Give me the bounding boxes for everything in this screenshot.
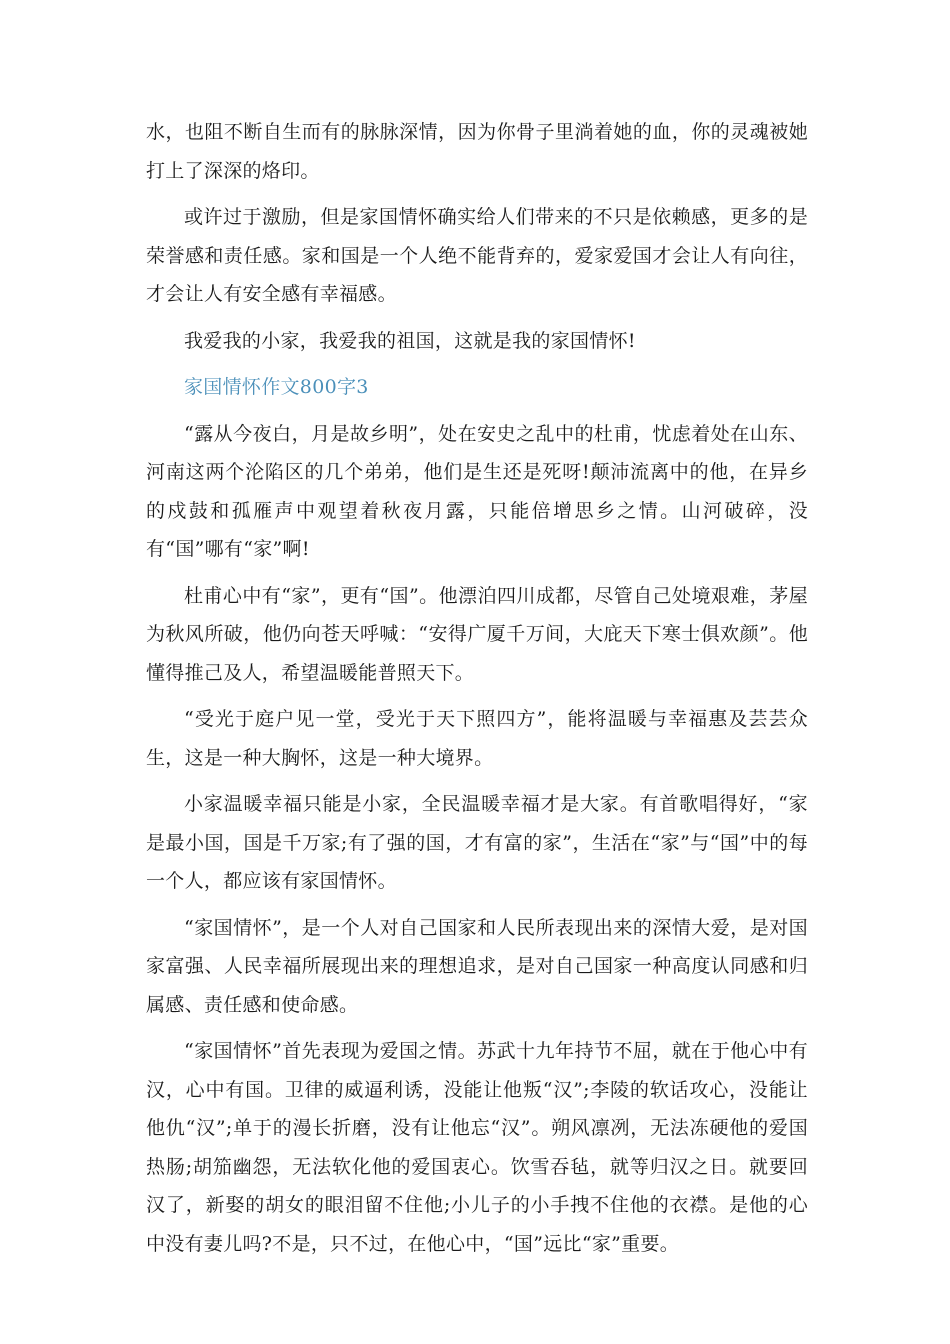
paragraph: 杜甫心中有“家”，更有“国”。他漂泊四川成都，尽管自己处境艰难，茅屋为秋风所破，他仍向苍天呼喊：“安得广厦千万间，大庇天下寒士俱欢颜”。他懂得推己及人，希望温暖能普照天下。 <box>146 584 808 684</box>
paragraph: 我爱我的小家，我爱我的祖国，这就是我的家国情怀! <box>184 329 636 352</box>
paragraph: “受光于庭户见一堂，受光于天下照四方”，能将温暖与幸福惠及芸芸众生，这是一种大胸怀，这是一种大境界。 <box>146 708 808 769</box>
paragraph: “家国情怀”首先表现为爱国之情。苏武十九年持节不屈，就在于他心中有汉，心中有国。卫律的威逼利诱，没能让他叛“汉”;李陵的软话攻心，没能让他仇“汉”;单于的漫长折磨，没有让他忘“汉”。朔风凛冽，无法冻硬他的爱国热肠;胡笳幽怨，无法软化他的爱国衷心。饮雪吞毡，就等归汉之日。就要回汉了，新娶的胡女的眼泪留不住他;小儿子的小手拽不住他的衣襟。是他的心中没有妻儿吗?不是，只不过，在他心中，“国”远比“家”重要。 <box>146 1040 808 1255</box>
paragraph-continued: 水，也阻不断自生而有的脉脉深情，因为你骨子里淌着她的血，你的灵魂被她打上了深深的烙印。 <box>146 121 808 182</box>
paragraph: “家国情怀”，是一个人对自己国家和人民所表现出来的深情大爱，是对国家富强、人民幸福所展现出来的理想追求，是对自己国家一种高度认同感和归属感、责任感和使命感。 <box>146 916 808 1016</box>
document-body <box>146 113 808 1271</box>
paragraph: 小家温暖幸福只能是小家，全民温暖幸福才是大家。有首歌唱得好，“家是最小国，国是千万家;有了强的国，才有富的家”，生活在“家”与“国”中的每一个人，都应该有家国情怀。 <box>146 793 808 892</box>
paragraph: “露从今夜白，月是故乡明”，处在安史之乱中的杜甫，忧虑着处在山东、河南这两个沦陷区的几个弟弟，他们是生还是死呀!颠沛流离中的他，在异乡的戍鼓和孤雁声中观望着秋夜月露，只能倍增思乡之情。山河破碎，没有“国”哪有“家”啊! <box>146 422 808 560</box>
paragraph: 或许过于激励，但是家国情怀确实给人们带来的不只是依赖感，更多的是荣誉感和责任感。家和国是一个人绝不能背弃的，爱家爱国才会让人有向往，才会让人有安全感有幸福感。 <box>146 206 808 305</box>
section-heading: 家国情怀作文800字3 <box>184 376 369 398</box>
